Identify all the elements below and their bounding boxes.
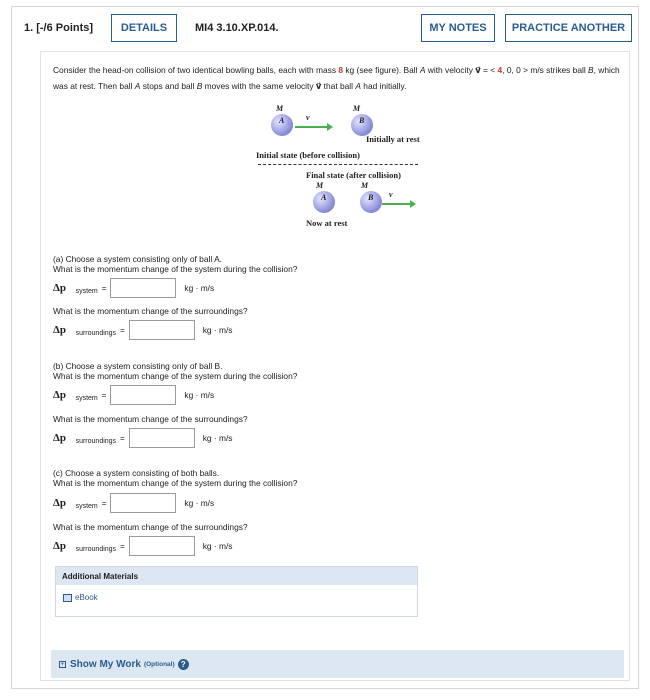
additional-materials-panel: [55, 566, 418, 617]
question-number: 1. [-/6 Points]: [24, 22, 94, 34]
unit-label: kg · m/s: [184, 283, 215, 293]
collision-figure: [256, 104, 436, 236]
velocity-x-value: 4: [497, 65, 503, 75]
ebook-label: eBook: [75, 593, 98, 602]
ball-a-label: A: [279, 116, 285, 125]
ball-b-final-label: B: [368, 193, 374, 202]
part-a-surroundings-row: [53, 319, 233, 341]
part-b-system-row: [53, 384, 214, 406]
delta-p-surroundings-label: Δp⃗ surroundings =: [53, 540, 125, 553]
book-icon: [63, 594, 72, 602]
delta-p-system-label: Δp⃗ system =: [53, 282, 107, 295]
separator-line: [258, 164, 418, 165]
initial-state-caption: Initial state (before collision): [256, 150, 360, 160]
delta-p-system-label: Δp⃗ system =: [53, 389, 107, 402]
unit-label: kg · m/s: [202, 325, 233, 335]
delta-p-system-label: Δp⃗ system =: [53, 497, 107, 510]
part-a-heading: (a) Choose a system consisting only of ball A. What is the momentum change of the system during the collision?: [53, 254, 298, 274]
ball-a-final-label: A: [321, 193, 327, 202]
optional-label: (Optional): [143, 660, 175, 668]
show-my-work-bar[interactable]: [51, 650, 624, 678]
part-c-system-input[interactable]: [110, 493, 176, 513]
part-b-surroundings-input[interactable]: [129, 428, 195, 448]
now-at-rest-label: Now at rest: [306, 218, 348, 228]
delta-p-surroundings-label: Δp⃗ surroundings =: [53, 432, 125, 445]
part-a-surroundings-input[interactable]: [129, 320, 195, 340]
question-header: [12, 7, 638, 49]
unit-label: kg · m/s: [184, 498, 215, 508]
mass-label-b-final: M: [361, 181, 369, 190]
delta-p-surroundings-label: Δp⃗ surroundings =: [53, 324, 125, 337]
part-c-system-row: [53, 492, 214, 514]
part-c-surroundings-row: [53, 535, 233, 557]
part-b-heading: (b) Choose a system consisting only of ball B. What is the momentum change of the system during the collision?: [53, 361, 298, 381]
part-c-surroundings-input[interactable]: [129, 536, 195, 556]
question-frame: [11, 6, 639, 689]
velocity-arrow-final: [382, 203, 412, 205]
part-b-surroundings-row: [53, 427, 233, 449]
part-a-system-row: [53, 277, 214, 299]
additional-materials-title: Additional Materials: [56, 567, 417, 585]
unit-label: kg · m/s: [202, 433, 233, 443]
velocity-label-initial: v⃗: [306, 113, 316, 122]
help-icon[interactable]: ?: [178, 659, 189, 670]
show-my-work-label: Show My Work: [70, 658, 141, 670]
mass-label-a: M: [276, 104, 284, 113]
ball-b-label: B: [359, 116, 365, 125]
part-a-system-input[interactable]: [110, 278, 176, 298]
part-b-surroundings-question: What is the momentum change of the surroundings?: [53, 414, 248, 424]
velocity-label-final: v⃗: [389, 190, 399, 199]
expand-plus-icon[interactable]: +: [60, 660, 65, 668]
details-button[interactable]: DETAILS: [111, 14, 177, 42]
unit-label: kg · m/s: [184, 390, 215, 400]
ebook-link[interactable]: [63, 593, 98, 602]
velocity-arrow-initial: [295, 126, 329, 128]
mass-value: 8: [338, 65, 344, 75]
mass-label-b: M: [353, 104, 361, 113]
my-notes-button[interactable]: MY NOTES: [421, 14, 495, 42]
unit-label: kg · m/s: [202, 541, 233, 551]
part-a-surroundings-question: What is the momentum change of the surroundings?: [53, 306, 248, 316]
part-c-heading: (c) Choose a system consisting of both balls. What is the momentum change of the system during the collision?: [53, 468, 298, 488]
part-b-system-input[interactable]: [110, 385, 176, 405]
part-c-surroundings-question: What is the momentum change of the surroundings?: [53, 522, 248, 532]
mass-label-a-final: M: [316, 181, 324, 190]
practice-another-button[interactable]: PRACTICE ANOTHER: [505, 14, 632, 42]
problem-statement: Consider the head-on collision of two identical bowling balls, each with mass 8 kg (see figure). Ball A with velocity v⃗ = < 4, 0, 0 > m/s strikes ball B, which was at rest. Then ball A stops and ball B moves with the same velocity v⃗ that ball A had initially.: [53, 65, 620, 91]
initially-at-rest-label: Initially at rest: [366, 134, 420, 144]
question-body: [40, 51, 630, 681]
final-state-caption: Final state (after collision): [306, 170, 401, 180]
question-code: MI4 3.10.XP.014.: [195, 22, 279, 34]
